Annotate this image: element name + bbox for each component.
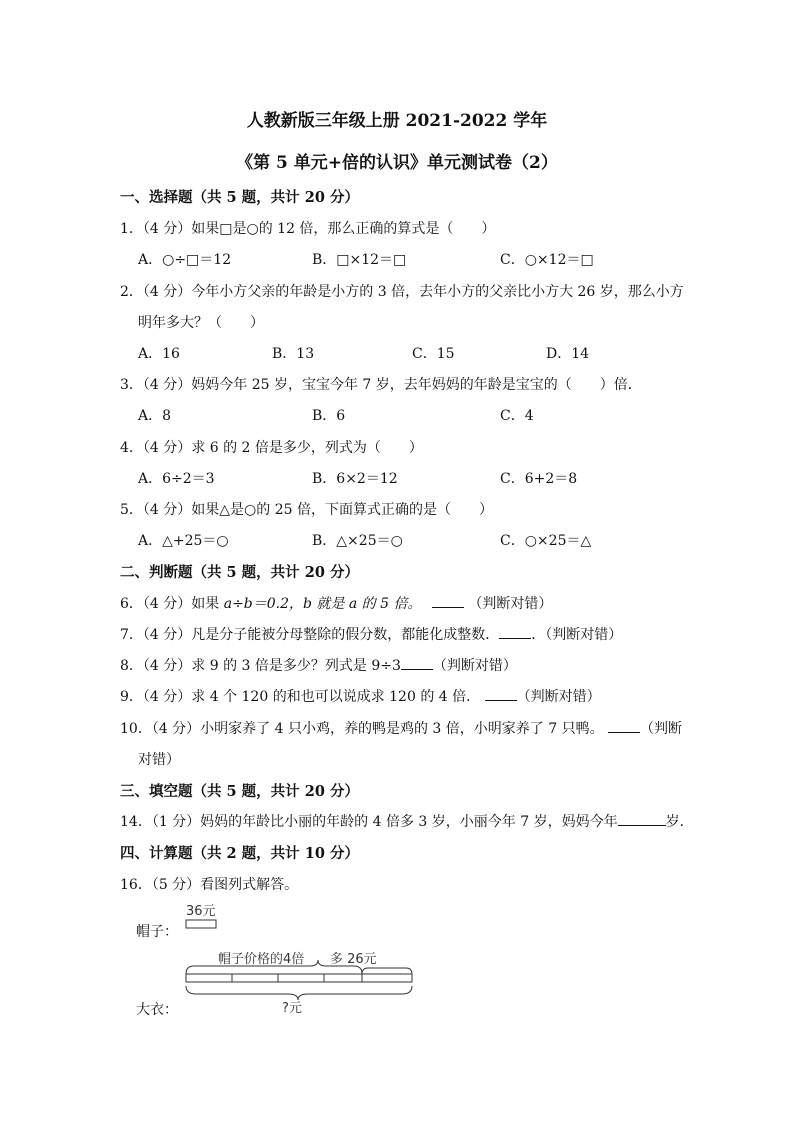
question-3: 3．（4 分）妈妈今年 25 岁，宝宝今年 7 岁，去年妈妈的年龄是宝宝的（ ）倍． <box>120 377 642 393</box>
question-16: 16．（5 分）看图列式解答。 <box>120 877 299 893</box>
q6-prefix: 6．（4 分）如果 <box>120 596 224 612</box>
q10-prefix: 10．（4 分）小明家养了 4 只小鸡，养的鸭是鸡的 3 倍，小明家养了 7 只鸭。 <box>120 721 604 737</box>
q10-answer-blank[interactable] <box>608 720 640 733</box>
q3-option-a: A．8 <box>138 408 172 424</box>
document-subtitle: 《第 5 单元+倍的认识》单元测试卷（2） <box>236 153 558 173</box>
q8-suffix: （判断对错） <box>432 658 517 674</box>
q7-answer-blank[interactable] <box>499 626 531 639</box>
coat-label: 大衣： <box>136 1002 178 1018</box>
question-4: 4．（4 分）求 6 的 2 倍是多少，列式为（ ） <box>120 440 423 456</box>
q6-answer-blank[interactable] <box>432 595 464 608</box>
q1-option-c: C．○×12＝□ <box>500 252 594 268</box>
q14-suffix: 岁． <box>665 814 694 830</box>
unknown-total-label: ?元 <box>282 1001 302 1016</box>
question-9 <box>120 686 601 706</box>
question-10-cont: 对错） <box>138 752 180 768</box>
q2-option-c: C．15 <box>412 346 455 362</box>
multiple-label: 帽子价格的4倍 <box>218 952 305 967</box>
q6-suffix: （判断对错） <box>468 596 553 612</box>
q7-prefix: 7．（4 分）凡是分子能被分母整除的假分数，都能化成整数． <box>120 627 500 643</box>
extra-amount-label: 多 26元 <box>330 952 377 967</box>
question-14 <box>120 811 694 831</box>
q2-option-d: D．14 <box>546 346 590 362</box>
q1-option-a: A．○÷□＝12 <box>138 252 232 268</box>
extra-brace <box>362 968 412 974</box>
question-1: 1．（4 分）如果□是○的 12 倍，那么正确的算式是（ ） <box>120 221 496 237</box>
hat-price-label: 36元 <box>186 904 216 919</box>
q3-option-c: C．4 <box>500 408 534 424</box>
section-choice-heading: 一、选择题（共 5 题，共计 20 分） <box>120 189 359 206</box>
q4-option-c: C．6+2＝8 <box>500 471 578 487</box>
q2-option-a: A．16 <box>138 346 180 362</box>
section-calc-heading: 四、计算题（共 2 题，共计 10 分） <box>120 845 359 862</box>
bar-model-figure <box>170 898 430 1023</box>
question-6 <box>120 593 552 613</box>
question-10 <box>120 718 682 738</box>
q8-answer-blank[interactable] <box>401 657 433 670</box>
section-judge-heading: 二、判断题（共 5 题，共计 20 分） <box>120 564 359 581</box>
hat-label: 帽子： <box>136 924 178 940</box>
hat-bar <box>186 920 216 928</box>
q4-option-b: B．6×2＝12 <box>312 471 398 487</box>
q10-suffix: （判断 <box>640 721 683 737</box>
q9-prefix: 9．（4 分）求 4 个 120 的和也可以说成求 120 的 4 倍． <box>120 689 481 705</box>
q5-option-c: C．○×25＝△ <box>500 533 592 549</box>
q7-suffix: ．（判断对错） <box>531 627 623 643</box>
q2-option-b: B．13 <box>272 346 315 362</box>
q14-prefix: 14．（1 分）妈妈的年龄比小丽的年龄的 4 倍多 3 岁，小丽今年 7 岁，妈妈今年 <box>120 814 618 830</box>
q9-suffix: （判断对错） <box>516 689 601 705</box>
q6-formula: a÷b＝0.2，b 就是 a 的 5 倍。 <box>223 596 422 612</box>
q4-option-a: A．6÷2＝3 <box>138 471 215 487</box>
coat-bar <box>186 974 412 982</box>
section-fill-heading: 三、填空题（共 5 题，共计 20 分） <box>120 783 359 800</box>
question-5: 5．（4 分）如果△是○的 25 倍，下面算式正确的是（ ） <box>120 502 493 518</box>
question-8 <box>120 655 517 675</box>
q8-prefix: 8．（4 分）求 9 的 3 倍是多少？列式是 9÷3 <box>120 658 401 674</box>
bottom-brace <box>186 986 412 1000</box>
question-2: 2．（4 分）今年小方父亲的年龄是小方的 3 倍，去年小方的父亲比小方大 26 岁，那么小方 <box>120 284 684 300</box>
question-2-cont: 明年多大？（ ） <box>138 315 264 331</box>
q3-option-b: B．6 <box>312 408 346 424</box>
q1-option-b: B．□×12＝□ <box>312 252 407 268</box>
q14-answer-blank[interactable] <box>618 813 666 826</box>
document-title: 人教新版三年级上册 2021-2022 学年 <box>246 111 548 131</box>
q9-answer-blank[interactable] <box>485 688 517 701</box>
q5-option-a: A．△+25＝○ <box>138 533 229 549</box>
q5-option-b: B．△×25＝○ <box>312 533 403 549</box>
question-7 <box>120 624 622 644</box>
